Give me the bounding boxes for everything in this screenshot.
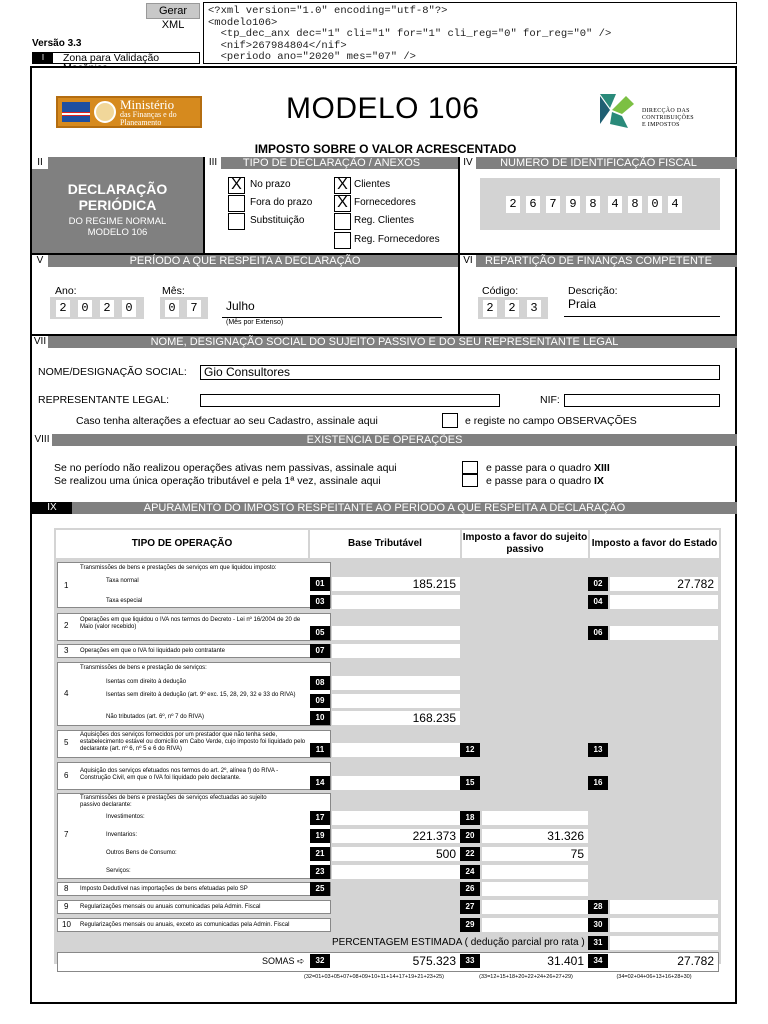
- nif-digit[interactable]: 2: [506, 196, 520, 213]
- value-32[interactable]: 575.323: [332, 954, 460, 968]
- codigo-digit[interactable]: 3: [527, 300, 541, 317]
- code-label: 09: [310, 694, 330, 708]
- code-label: 23: [310, 865, 330, 879]
- no-prazo-label: No prazo: [250, 179, 291, 190]
- row-text: Não tributados (art. 6º, nº 7 do RIVA): [106, 714, 204, 720]
- ano-digit[interactable]: 0: [122, 300, 136, 317]
- row-text: Inventarios:: [106, 832, 138, 838]
- row-number: 9: [64, 902, 69, 911]
- value-27[interactable]: [482, 900, 588, 914]
- value-34[interactable]: 27.782: [610, 954, 718, 968]
- value-07[interactable]: [332, 644, 460, 658]
- value-31[interactable]: [610, 936, 718, 950]
- codigo-label: Código:: [482, 285, 519, 297]
- row-number: 1: [64, 581, 69, 590]
- row-number: 10: [62, 920, 71, 929]
- section-iv-bar: [460, 157, 737, 169]
- code-label: 15: [460, 776, 480, 790]
- nif-digit[interactable]: 4: [608, 196, 622, 213]
- reg-clientes-label: Reg. Clientes: [354, 215, 415, 226]
- code-label: 32: [310, 954, 330, 968]
- mes-digit[interactable]: 0: [165, 300, 179, 317]
- alteracoes-text2: e registe no campo OBSERVAÇÕES: [465, 415, 637, 427]
- quadro-ref: IX: [594, 475, 604, 487]
- row-text: Regularizações mensais ou anuais, exceto as comunicadas pela Admin. Fiscal: [80, 922, 290, 928]
- col-tipo-header: TIPO DE OPERAÇÃO: [56, 530, 308, 558]
- section-viii-bar: [32, 434, 737, 446]
- unica-operacao-checkbox[interactable]: [462, 474, 478, 487]
- decl-line4: MODELO 106: [87, 227, 148, 238]
- row-text: Isentas sem direito à dedução (art. 9º exc. 15, 28, 29, 32 e 33 do RIVA): [106, 692, 296, 698]
- nome-field[interactable]: Gio Consultores: [200, 365, 720, 380]
- code-label: 08: [310, 676, 330, 690]
- code-label: 24: [460, 865, 480, 879]
- value-21[interactable]: 500: [332, 847, 460, 861]
- mes-label: Mês:: [162, 285, 185, 297]
- row-number: 5: [64, 738, 69, 747]
- section-title: REPARTIÇÃO DE FINANÇAS COMPETENTE: [485, 255, 712, 267]
- code-label: 21: [310, 847, 330, 861]
- code-label: 25: [310, 882, 330, 896]
- code-label: 01: [310, 577, 330, 591]
- modelo-106-form: [30, 66, 737, 1004]
- code-label: 13: [588, 743, 608, 757]
- col-estado-header: Imposto a favor do Estado: [590, 530, 719, 558]
- ministerio-text: Ministério: [120, 97, 175, 112]
- section-number: IX: [32, 502, 72, 514]
- code-label: 04: [588, 595, 608, 609]
- reg-fornecedores-label: Reg. Fornecedores: [354, 234, 440, 245]
- decl-line3: DO REGIME NORMAL: [68, 216, 167, 227]
- validation-zone: [32, 52, 200, 64]
- value-08[interactable]: [332, 676, 460, 690]
- clientes-label: Clientes: [354, 179, 391, 190]
- flag-icon: [62, 102, 90, 122]
- nif-rep-label: NIF:: [540, 394, 560, 406]
- code-label: 29: [460, 918, 480, 932]
- row-text: Regularizações mensais ou anuais comunicadas pela Admin. Fiscal: [80, 904, 261, 910]
- ministerio-logo: [56, 96, 202, 128]
- substituicao-label: Substituição: [250, 215, 305, 226]
- operacoes-pass2: [486, 475, 604, 487]
- section-title: APURAMENTO DO IMPOSTO RESPEITANTE AO PERÍODO A QUE RESPEITA A DECLARAÇÃO: [143, 502, 626, 514]
- xml-preview[interactable]: <?xml version="1.0" encoding="utf-8"?> <modelo106> <tp_dec_anx dec="1" cli="1" for="1" cli_reg="0" for_reg="0" /> <nif>267984804</nif> <periodo ano="2020" mes="07" />: [203, 2, 737, 64]
- code-label: 31: [588, 936, 608, 950]
- row-number: 3: [64, 646, 69, 655]
- value-03[interactable]: [332, 595, 460, 609]
- subtitle: IMPOSTO SOBRE O VALOR ACRESCENTADO: [254, 142, 517, 156]
- formula-33: (33=12+15+18+20+22+24+26+27+29): [479, 974, 573, 980]
- codigo-digit[interactable]: 2: [483, 300, 497, 317]
- row-text: Taxa especial: [106, 598, 143, 604]
- version-label: Versão 3.3: [32, 38, 82, 49]
- mes-extenso[interactable]: Julho: [226, 299, 255, 313]
- dci-line: CONTRIBUIÇÕES: [642, 115, 694, 121]
- value-20[interactable]: 31.326: [482, 829, 588, 843]
- col-base-header: Base Tributável: [310, 530, 460, 558]
- row-text: Outros Bens de Consumo:: [106, 850, 177, 856]
- nif-digit[interactable]: 9: [566, 196, 580, 213]
- code-label: 03: [310, 595, 330, 609]
- code-label: 18: [460, 811, 480, 825]
- value-33[interactable]: 31.401: [482, 954, 588, 968]
- nif-rep-field[interactable]: [564, 394, 720, 407]
- code-label: 22: [460, 847, 480, 861]
- decl-line1: DECLARAÇÃO: [67, 181, 168, 197]
- declaracao-periodica: [32, 169, 203, 253]
- section-number: VII: [33, 336, 47, 347]
- clientes-checkbox[interactable]: X: [334, 177, 351, 194]
- reg-fornecedores-checkbox[interactable]: [334, 232, 351, 249]
- value-04[interactable]: [610, 595, 718, 609]
- row-number: 6: [64, 771, 69, 780]
- codigo-digit[interactable]: 2: [505, 300, 519, 317]
- row-text: Operações em que o IVA foi liquidado pelo contratante: [80, 648, 225, 654]
- value-02[interactable]: 27.782: [610, 577, 718, 591]
- value-11[interactable]: [332, 743, 460, 757]
- value-14[interactable]: [332, 776, 460, 790]
- value-05[interactable]: [332, 626, 460, 640]
- row-text: Taxa normal: [106, 578, 139, 584]
- pass-text: e passe para o quadro: [486, 475, 594, 487]
- row-text: Serviços:: [106, 868, 131, 874]
- section-vi-bar: [460, 255, 737, 267]
- section-number: II: [32, 157, 48, 169]
- pass-text: e passe para o quadro: [486, 462, 594, 474]
- ano-box: [50, 297, 144, 319]
- section-number: III: [205, 157, 221, 169]
- code-label: 05: [310, 626, 330, 640]
- operacoes-pass1: [486, 462, 610, 474]
- code-label: 26: [460, 882, 480, 896]
- section-v-bar: [32, 255, 458, 267]
- descricao-label: Descrição:: [568, 285, 618, 297]
- row-text: Investimentos:: [106, 814, 145, 820]
- code-label: 27: [460, 900, 480, 914]
- value-30[interactable]: [610, 918, 718, 932]
- nif-digit[interactable]: 8: [586, 196, 600, 213]
- dci-text: [642, 108, 694, 129]
- code-label: 17: [310, 811, 330, 825]
- section-ix-bar: [32, 502, 737, 514]
- sem-operacoes-checkbox[interactable]: [462, 461, 478, 474]
- section-number: VIII: [32, 434, 52, 446]
- code-label: 07: [310, 644, 330, 658]
- row-text: Operações em que liquidou o IVA nos termos do Decreto - Lei nº 16/2004 de 20 de Maio (valor recebido): [80, 617, 301, 630]
- dci-line: E IMPOSTOS: [642, 122, 680, 128]
- code-label: 28: [588, 900, 608, 914]
- alteracoes-text: Caso tenha alterações a efectuar ao seu Cadastro, assinale aqui: [76, 415, 378, 427]
- value-17[interactable]: [332, 811, 460, 825]
- section-title: EXISTENCIA DE OPERAÇÕES: [306, 434, 463, 446]
- fornecedores-checkbox[interactable]: X: [334, 195, 351, 212]
- representante-field[interactable]: [200, 394, 500, 407]
- value-01[interactable]: 185.215: [332, 577, 460, 591]
- fornecedores-label: Fornecedores: [354, 197, 416, 208]
- seal-icon: [94, 101, 116, 123]
- col-sp-header: Imposto a favor do sujeito passivo: [462, 530, 588, 558]
- zone-number: I: [33, 53, 53, 63]
- section-iii-bar: [205, 157, 458, 169]
- section-number: IV: [460, 157, 476, 169]
- nif-digit[interactable]: 4: [668, 196, 682, 213]
- section-vii-bar: [32, 336, 737, 348]
- section-title: PERÍODO A QUE RESPEITA A DECLARAÇÃO: [129, 255, 361, 267]
- code-label: 34: [588, 954, 608, 968]
- mes-digit[interactable]: 7: [187, 300, 201, 317]
- code-label: 02: [588, 577, 608, 591]
- nif-digit[interactable]: 0: [648, 196, 662, 213]
- top-bar: [0, 0, 768, 66]
- row-text: Transmissões de bens e prestações de serviços efectuadas ao sujeito passivo declarante:: [80, 795, 267, 808]
- value-23[interactable]: [332, 865, 460, 879]
- row-text: Transmissões de bens e prestação de serviços:: [80, 665, 207, 671]
- alteracoes-checkbox[interactable]: [442, 413, 458, 428]
- somas-label: SOMAS ➪: [262, 956, 305, 966]
- code-label: 33: [460, 954, 480, 968]
- code-label: 06: [588, 626, 608, 640]
- value-24[interactable]: [482, 865, 588, 879]
- row-number: 8: [64, 884, 69, 893]
- quadro-ref: XIII: [594, 462, 610, 474]
- formula-34: (34=02+04+06+13+16+28+30): [616, 974, 692, 980]
- section-number: VI: [460, 255, 476, 267]
- representante-label: REPRESENTANTE LEGAL:: [38, 394, 170, 406]
- value-28[interactable]: [610, 900, 718, 914]
- codigo-box: [478, 297, 548, 319]
- section-title: NUMERO DE IDENTIFICAÇÃO FISCAL: [500, 157, 697, 169]
- no-prazo-checkbox[interactable]: X: [228, 177, 245, 194]
- row-text: Transmissões de bens e prestações de serviços em que liquidou imposto:: [80, 565, 277, 571]
- value-26[interactable]: [482, 882, 588, 896]
- percentagem-label: PERCENTAGEM ESTIMADA ( dedução parcial pro rata ): [332, 937, 585, 948]
- value-10[interactable]: 168.235: [332, 711, 460, 725]
- formula-32: (32=01+03+05+07+08+09+10+11+14+17+19+21+23+25): [304, 974, 444, 980]
- row-text: Aquisição dos serviços efetuados nos termos do art. 2º, alínea f) do RIVA - Construção Civil, em que o IVA foi liquidado pelo declarante.: [80, 768, 279, 781]
- dci-line: DIRECÇÃO DAS: [642, 108, 690, 114]
- code-label: 30: [588, 918, 608, 932]
- fora-prazo-checkbox[interactable]: [228, 195, 245, 212]
- section-ii-bar: [32, 157, 203, 169]
- value-18[interactable]: [482, 811, 588, 825]
- nif-digit[interactable]: 8: [628, 196, 642, 213]
- substituicao-checkbox[interactable]: [228, 213, 245, 230]
- nome-label: NOME/DESIGNAÇÃO SOCIAL:: [38, 366, 187, 378]
- fora-prazo-label: Fora do prazo: [250, 197, 313, 208]
- nif-box: [480, 178, 720, 230]
- code-label: 20: [460, 829, 480, 843]
- ministerio-sub: das Finanças e do Planeamento: [120, 110, 177, 127]
- value-09[interactable]: [332, 694, 460, 708]
- value-06[interactable]: [610, 626, 718, 640]
- row-text: Aquisições dos serviços fornecidos por um prestador que não tenha sede, estabelecimento estável ou domicílio em Cabo Verde, cujo imposto foi liquidado pelo declarante (art. nº 6, nº 5 e 6 do RIVA): [80, 732, 306, 752]
- page-title: MODELO 106: [286, 92, 480, 125]
- mes-hint: (Mês por Extenso): [226, 319, 284, 326]
- descricao-value[interactable]: Praia: [568, 297, 597, 311]
- code-label: 10: [310, 711, 330, 725]
- row-number: 7: [64, 830, 69, 839]
- row-text: Imposto Dedutível nas importações de bens efetuadas pelo SP: [80, 886, 248, 892]
- gerar-xml-button[interactable]: Gerar XML: [146, 3, 200, 19]
- code-label: 12: [460, 743, 480, 757]
- dci-logo-icon: [598, 90, 638, 130]
- code-label: 19: [310, 829, 330, 843]
- code-label: 11: [310, 743, 330, 757]
- value-29[interactable]: [482, 918, 588, 932]
- value-19[interactable]: 221.373: [332, 829, 460, 843]
- reg-clientes-checkbox[interactable]: [334, 213, 351, 230]
- section-number: V: [32, 255, 48, 267]
- section-title: NOME, DESIGNAÇÃO SOCIAL DO SUJEITO PASSIVO E DO SEU REPRESENTANTE LEGAL: [150, 336, 619, 348]
- row-number: 2: [64, 621, 69, 630]
- code-label: 14: [310, 776, 330, 790]
- zone-label: Zona para Validação: [63, 52, 160, 64]
- row-number: 4: [64, 689, 69, 698]
- ano-digit[interactable]: 0: [78, 300, 92, 317]
- section-title: TIPO DE DECLARAÇÃO / ANEXOS: [242, 157, 421, 169]
- operacoes-line1: Se no período não realizou operações ativas nem passivas, assinale aqui: [54, 462, 397, 474]
- operacoes-line2: Se realizou uma única operação tributável e pela 1ª vez, assinale aqui: [54, 475, 381, 487]
- mes-box: [160, 297, 208, 319]
- value-22[interactable]: 75: [482, 847, 588, 861]
- nif-digit[interactable]: 6: [526, 196, 540, 213]
- nif-digit[interactable]: 7: [546, 196, 560, 213]
- row-text: Isentas com direito à dedução: [106, 679, 187, 685]
- ano-digit[interactable]: 2: [100, 300, 114, 317]
- decl-line2: PERIÓDICA: [78, 197, 157, 213]
- ano-label: Ano:: [55, 285, 77, 297]
- code-label: 16: [588, 776, 608, 790]
- ano-digit[interactable]: 2: [56, 300, 70, 317]
